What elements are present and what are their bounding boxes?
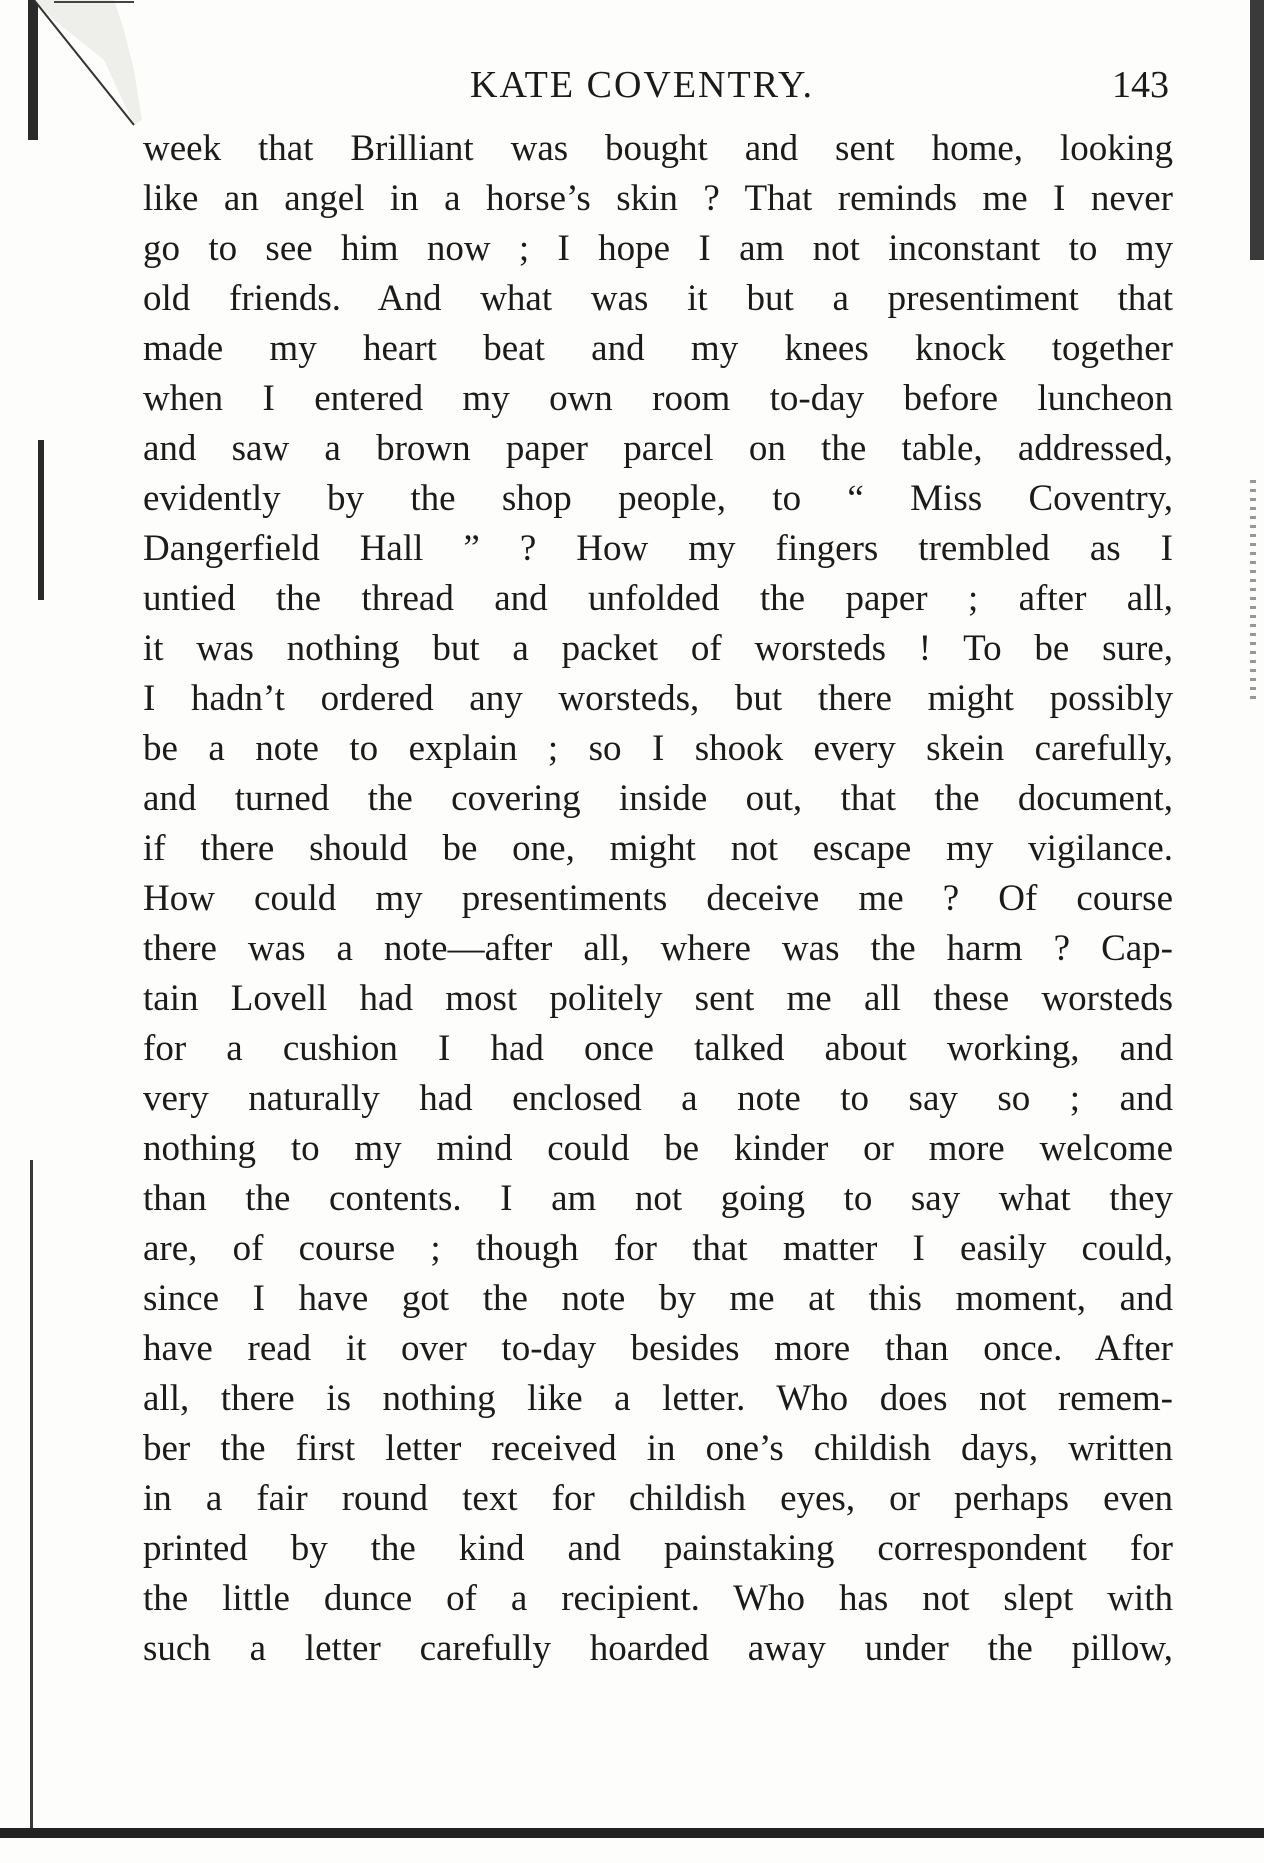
text-line: are, of course ; though for that matter I easily could,: [143, 1228, 1173, 1269]
scan-edge-speckle: [1250, 480, 1256, 700]
text-line: than the contents. I am not going to say what they: [143, 1178, 1173, 1219]
text-line: be a note to explain ; so I shook every skein carefully,: [143, 728, 1173, 769]
text-line: in a fair round text for childish eyes, or perhaps even: [143, 1478, 1173, 1519]
text-line: there was a note—after all, where was the harm ? Cap-: [143, 928, 1173, 969]
text-line: and turned the covering inside out, that the document,: [143, 778, 1173, 819]
text-line: How could my presentiments deceive me ? Of course: [143, 878, 1173, 919]
scan-edge-shadow: [30, 1160, 33, 1830]
text-line: go to see him now ; I hope I am not inconstant to my: [143, 228, 1173, 269]
body-text: [143, 124, 1173, 1674]
text-line: the little dunce of a recipient. Who has not slept with: [143, 1578, 1173, 1619]
text-line: since I have got the note by me at this moment, and: [143, 1278, 1173, 1319]
text-line: week that Brilliant was bought and sent home, looking: [143, 128, 1173, 169]
text-line: ber the first letter received in one’s childish days, written: [143, 1428, 1173, 1469]
page-number: 143: [1112, 64, 1169, 106]
text-line: nothing to my mind could be kinder or more welcome: [143, 1128, 1173, 1169]
scan-edge-shadow: [1250, 0, 1264, 260]
text-line: it was nothing but a packet of worsteds ! To be sure,: [143, 628, 1173, 669]
scan-edge-shadow: [38, 440, 44, 600]
text-line: untied the thread and unfolded the paper ; after all,: [143, 578, 1173, 619]
text-line: tain Lovell had most politely sent me all these worsteds: [143, 978, 1173, 1019]
text-line: printed by the kind and painstaking correspondent for: [143, 1528, 1173, 1569]
text-line: have read it over to-day besides more than once. After: [143, 1328, 1173, 1369]
text-line: evidently by the shop people, to “ Miss Coventry,: [143, 478, 1173, 519]
text-line: old friends. And what was it but a presentiment that: [143, 278, 1173, 319]
running-title: KATE COVENTRY.: [470, 64, 814, 106]
text-line: when I entered my own room to-day before luncheon: [143, 378, 1173, 419]
text-line: I hadn’t ordered any worsteds, but there might possibly: [143, 678, 1173, 719]
text-line: all, there is nothing like a letter. Who does not remem-: [143, 1378, 1173, 1419]
text-line: like an angel in a horse’s skin ? That reminds me I never: [143, 178, 1173, 219]
text-line: made my heart beat and my knees knock together: [143, 328, 1173, 369]
text-line: Dangerfield Hall ” ? How my fingers trembled as I: [143, 528, 1173, 569]
text-line: such a letter carefully hoarded away under the pillow,: [143, 1628, 1173, 1669]
page-bottom-edge: [0, 1828, 1264, 1838]
text-line: if there should be one, might not escape my vigilance.: [143, 828, 1173, 869]
text-line: and saw a brown paper parcel on the table, addressed,: [143, 428, 1173, 469]
text-line: very naturally had enclosed a note to say so ; and: [143, 1078, 1173, 1119]
running-head: [0, 60, 1264, 110]
text-line: for a cushion I had once talked about working, and: [143, 1028, 1173, 1069]
